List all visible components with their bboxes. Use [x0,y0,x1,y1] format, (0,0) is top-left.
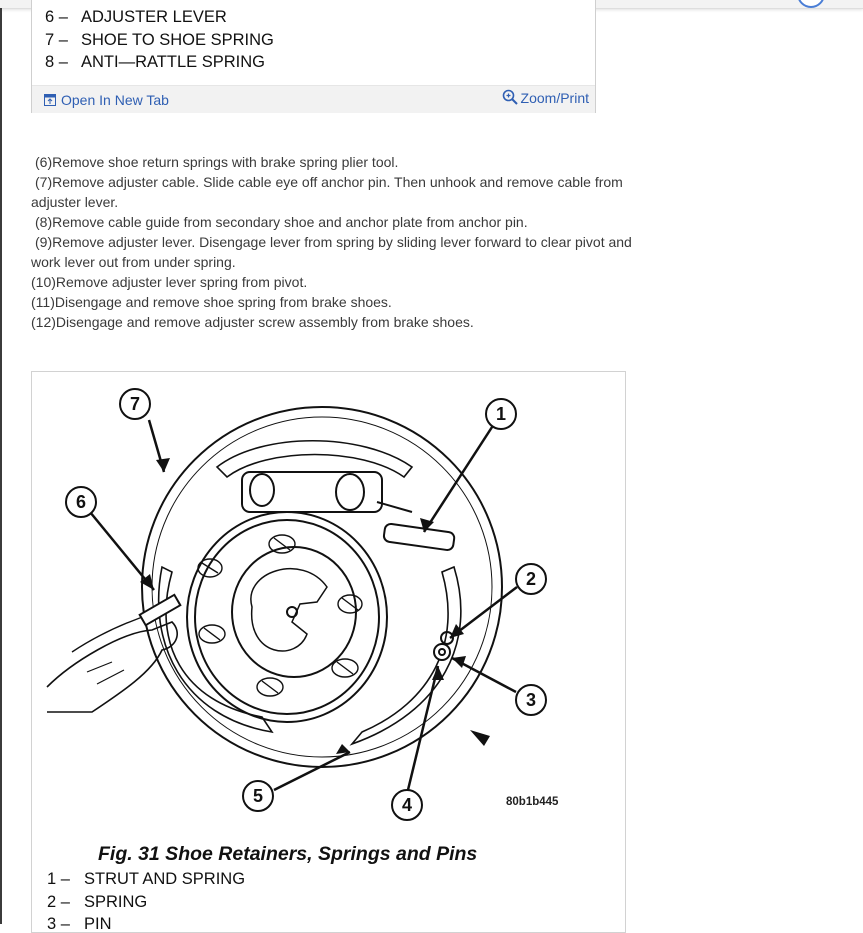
svg-text:6: 6 [75,492,87,512]
callout-3 [516,685,546,715]
svg-text:5: 5 [252,786,264,806]
callout-2 [516,564,546,594]
svg-text:4: 4 [401,795,413,815]
brake-assembly-illustration [32,372,625,832]
callout-7 [120,389,150,419]
callout-6 [66,487,96,517]
step-text: (6)Remove shoe return springs with brake spring plier tool. [35,154,399,170]
legend-item: 7 – SHOE TO SHOE SPRING [45,30,274,49]
open-in-new-tab-icon [44,94,56,106]
legend-item: 3 – PIN [47,915,112,933]
figure-legend-list [45,0,585,74]
zoom-magnifier-icon [502,89,518,106]
figure-legend-box [31,0,596,113]
figure-code: 80b1b445 [506,796,559,808]
legend-item: 2 – SPRING [47,892,148,911]
svg-text:2: 2 [525,569,537,589]
zoom-print-label: Zoom/Print [520,89,589,106]
callout-1 [486,399,516,429]
direction-arrow [470,730,490,746]
open-in-new-tab-label: Open In New Tab [61,92,169,108]
figure-legend [47,868,245,933]
legend-item: 6 – ADJUSTER LEVER [45,8,227,26]
profile-avatar[interactable] [797,0,825,8]
procedure-steps [31,152,651,332]
step-text: (10)Remove adjuster lever spring from pivot. [31,274,308,290]
step-text: (7)Remove adjuster cable. Slide cable eye off anchor pin. Then unhook and remove cable from adjuster lever. [31,174,623,210]
step-text: (12)Disengage and remove adjuster screw assembly from brake shoes. [31,314,474,330]
callout-5 [243,781,273,811]
figure-footer-bar [32,85,595,113]
zoom-print-link[interactable] [502,89,589,106]
callout-4 [392,790,422,820]
legend-item: 1 – STRUT AND SPRING [47,870,246,888]
step-text: (8)Remove cable guide from secondary shoe and anchor plate from anchor pin. [35,214,528,230]
svg-text:7: 7 [129,394,141,414]
svg-text:3: 3 [525,690,537,710]
open-in-new-tab-link[interactable] [44,92,169,108]
figure-caption: Fig. 31 Shoe Retainers, Springs and Pins [98,843,478,865]
step-text: (9)Remove adjuster lever. Disengage lever from spring by sliding lever forward to clear pivot and work lever out from under spring. [31,234,632,270]
svg-text:1: 1 [495,404,507,424]
step-text: (11)Disengage and remove shoe spring from brake shoes. [31,294,392,310]
left-edge-bar [0,8,2,924]
brake-figure [31,371,626,933]
legend-item: 8 – ANTI—RATTLE SPRING [45,53,265,71]
